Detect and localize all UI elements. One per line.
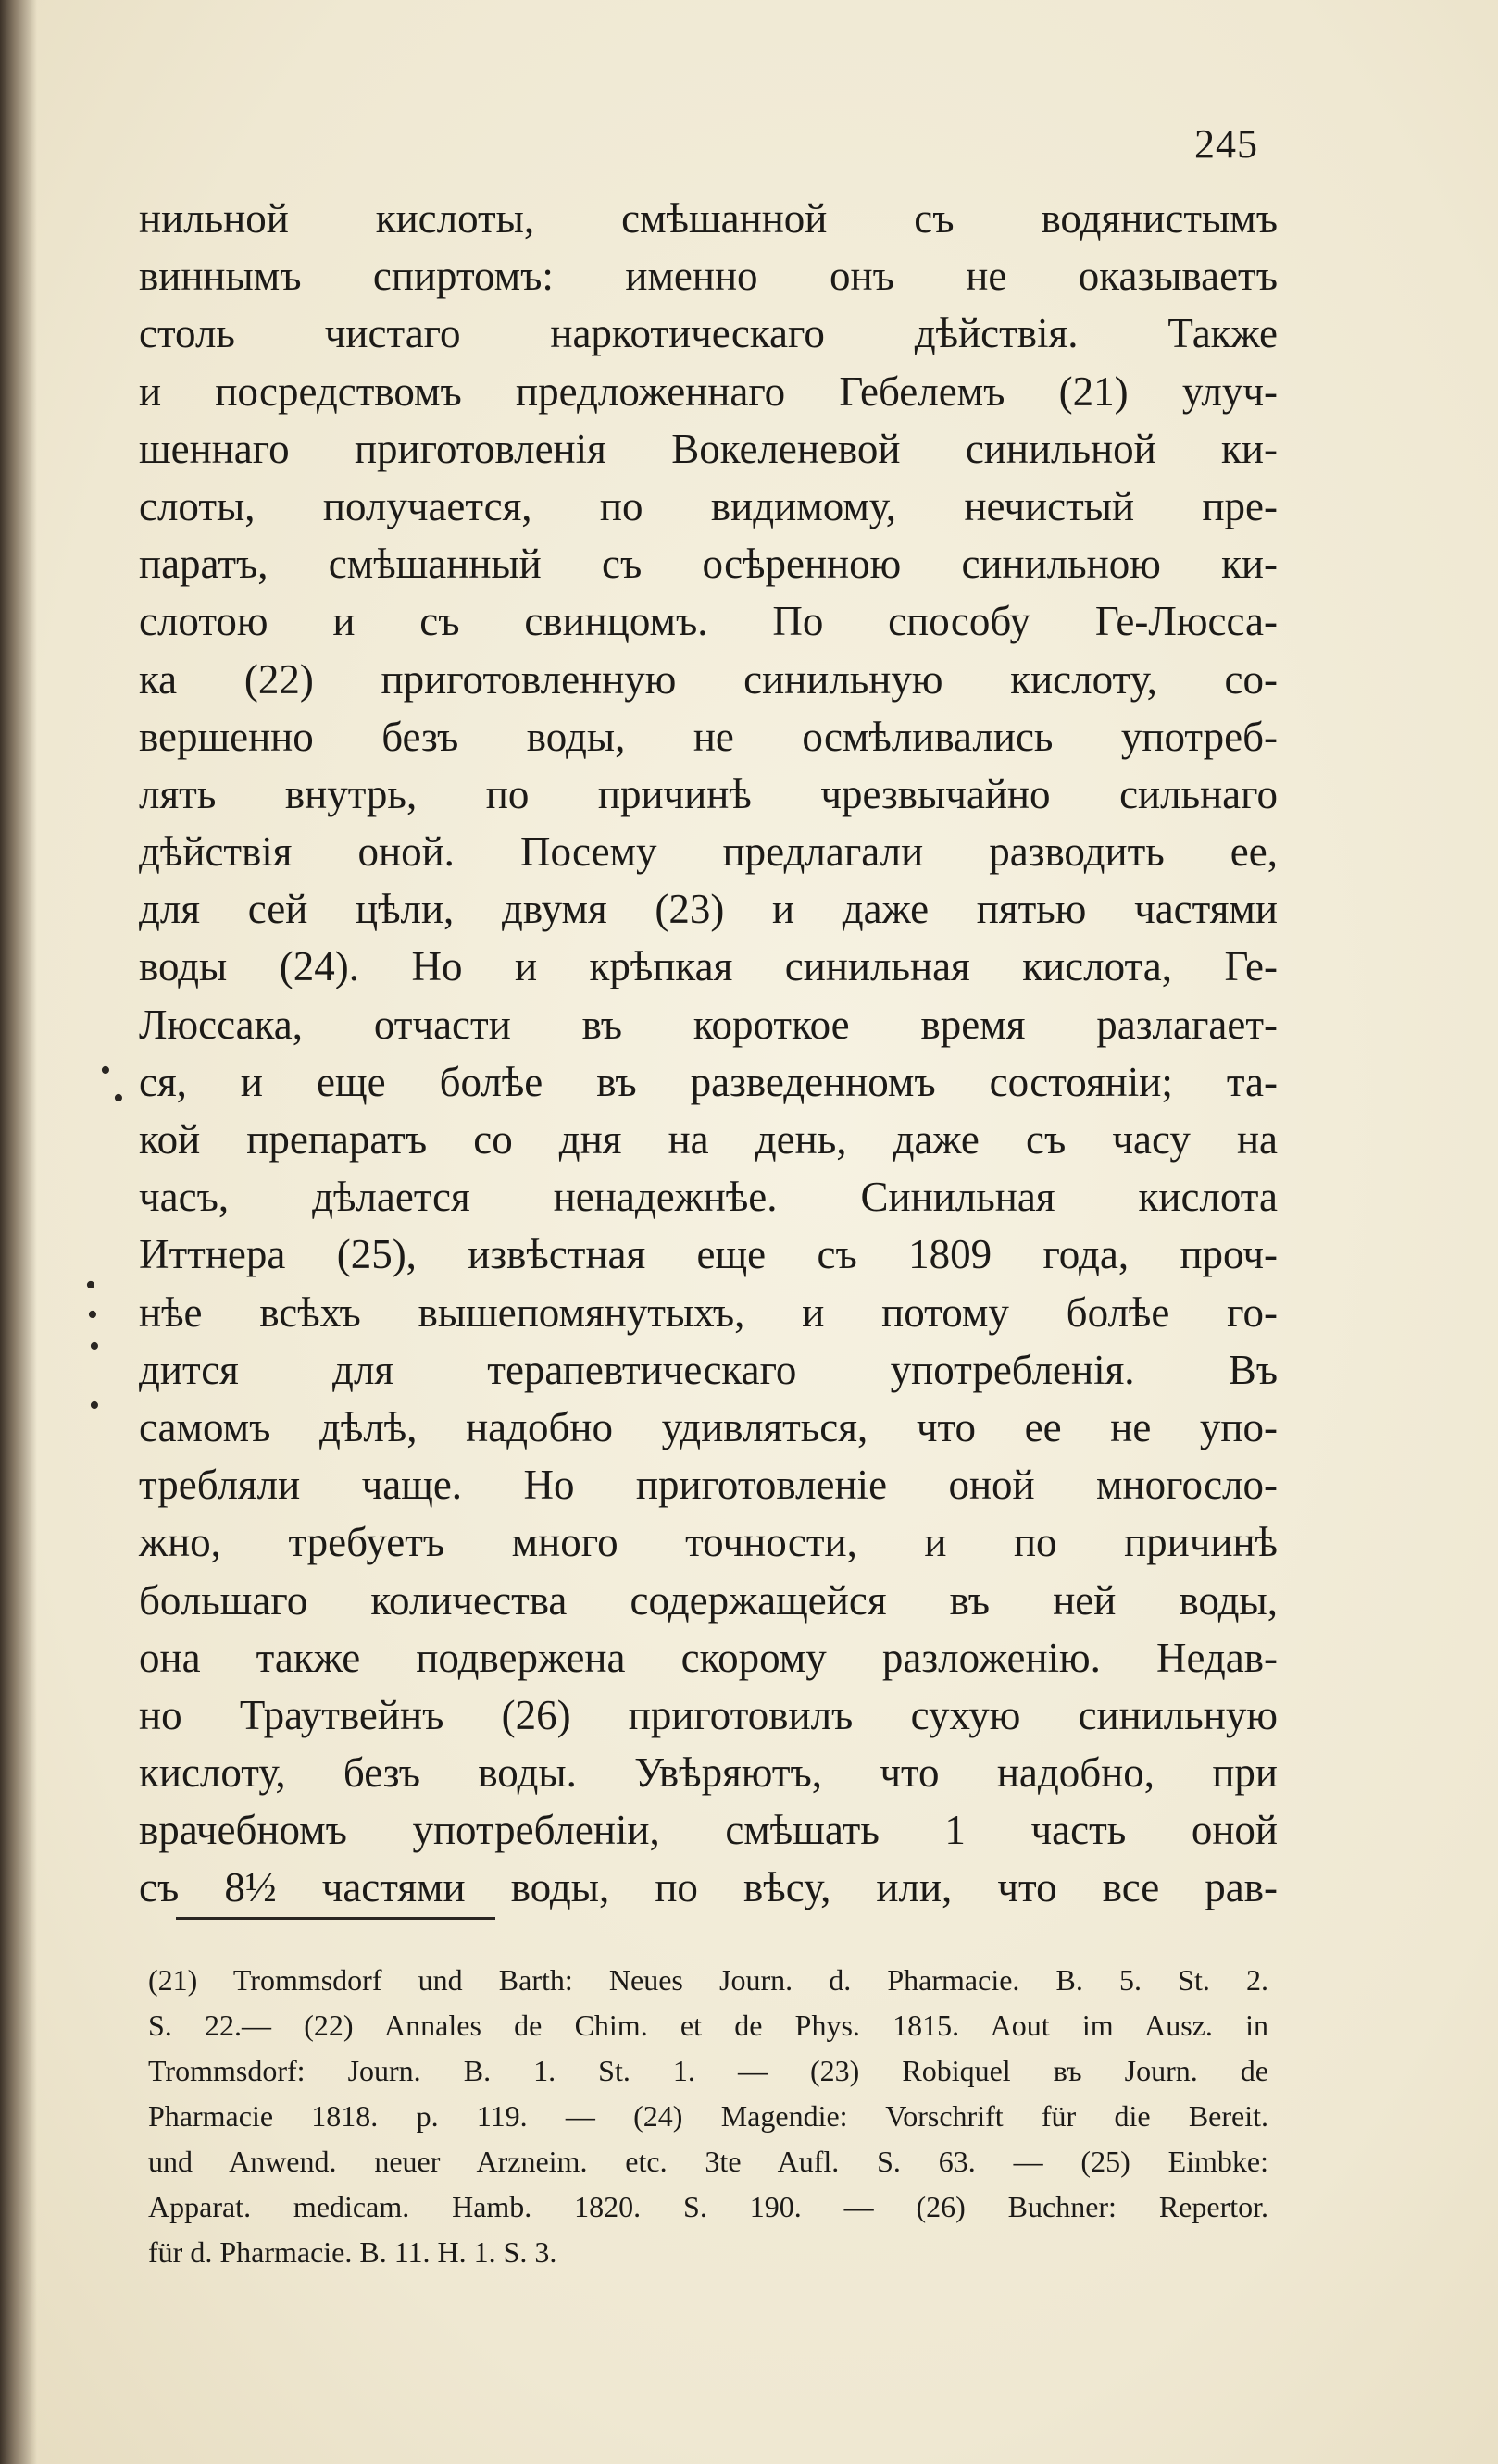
footnote-line: für d. Pharmacie. B. 11. H. 1. S. 3. bbox=[148, 2235, 557, 2269]
text-line: врачебномъ употребленіи, смѣшать 1 часть оной bbox=[139, 1807, 1278, 1854]
footnote-line: S. 22.— (22) Annales de Chim. et de Phys. 1815. Aout im Ausz. in bbox=[148, 2009, 1268, 2042]
text-line: слотою и съ свинцомъ. По способу Ге-Люсса- bbox=[139, 598, 1278, 645]
margin-dot-mark: • bbox=[87, 1298, 98, 1332]
text-line: нѣе всѣхъ вышепомянутыхъ, и потому болѣе го- bbox=[139, 1288, 1278, 1336]
margin-dot-mark: • bbox=[85, 1268, 96, 1302]
text-line: ся, и еще болѣе въ разведенномъ состояніи; та- bbox=[139, 1058, 1278, 1105]
text-line: слоты, получается, по видимому, нечистый пре- bbox=[139, 482, 1278, 529]
page-number: 245 bbox=[1194, 121, 1258, 167]
text-line: шеннаго приготовленія Вокеленевой синильной ки- bbox=[139, 425, 1278, 472]
text-line: и посредствомъ предложеннаго Гебелемъ (21) улуч- bbox=[139, 367, 1278, 415]
text-line: она также подвержена скорому разложенію. Недав- bbox=[139, 1634, 1278, 1681]
footnote-line: Apparat. medicam. Hamb. 1820. S. 190. — (26) Buchner: Repertor. bbox=[148, 2190, 1268, 2223]
text-line: дится для терапевтическаго употребленія. Въ bbox=[139, 1346, 1278, 1393]
text-line: виннымъ спиртомъ: именно онъ не оказываетъ bbox=[139, 253, 1278, 300]
text-line: Иттнера (25), извѣстная еще съ 1809 года, проч- bbox=[139, 1231, 1278, 1278]
margin-dot-mark: • bbox=[113, 1081, 124, 1115]
footnotes bbox=[148, 1958, 1268, 2275]
text-line: лять внутрь, по причинѣ чрезвычайно сильнаго bbox=[139, 770, 1278, 817]
text-line: кислоту, безъ воды. Увѣряютъ, что надобно, при bbox=[139, 1749, 1278, 1797]
margin-dot-mark: • bbox=[89, 1388, 100, 1423]
text-line: ка (22) приготовленную синильную кислоту, со- bbox=[139, 655, 1278, 703]
text-line: но Траутвейнъ (26) приготовилъ сухую синильную bbox=[139, 1691, 1278, 1738]
text-line: требляли чаще. Но приготовленіе оной многосло- bbox=[139, 1462, 1278, 1509]
text-line: съ 8½ частями воды, по вѣсу, или, что все рав- bbox=[139, 1864, 1278, 1911]
text-line: самомъ дѣлѣ, надобно удивляться, что ее не упо- bbox=[139, 1403, 1278, 1450]
margin-dot-mark: • bbox=[100, 1053, 111, 1088]
text-line: нильной кислоты, смѣшанной съ водянистымъ bbox=[139, 195, 1278, 242]
body-text bbox=[139, 190, 1278, 1917]
text-line: кой препаратъ со дня на день, даже съ часу на bbox=[139, 1116, 1278, 1163]
text-line: жно, требуетъ много точности, и по причинѣ bbox=[139, 1519, 1278, 1566]
text-line: для сей цѣли, двумя (23) и даже пятью частями bbox=[139, 886, 1278, 933]
text-line: столь чистаго наркотическаго дѣйствія. Также bbox=[139, 310, 1278, 357]
footnote-separator bbox=[176, 1917, 495, 1920]
binding-shadow bbox=[0, 0, 37, 2464]
text-line: часъ, дѣлается ненадежнѣе. Синильная кислота bbox=[139, 1174, 1278, 1221]
text-line: воды (24). Но и крѣпкая синильная кислота, Ге- bbox=[139, 943, 1278, 990]
text-line: дѣйствія оной. Посему предлагали разводить ее, bbox=[139, 828, 1278, 876]
footnote-line: (21) Trommsdorf und Barth: Neues Journ. d. Pharmacie. B. 5. St. 2. bbox=[148, 1963, 1268, 1997]
footnote-line: Pharmacie 1818. p. 119. — (24) Magendie: Vorschrift für die Bereit. bbox=[148, 2099, 1268, 2133]
text-line: Люссака, отчасти въ короткое время разлагает- bbox=[139, 1001, 1278, 1048]
text-line: большаго количества содержащейся въ ней воды, bbox=[139, 1576, 1278, 1624]
footnote-line: Trommsdorf: Journ. B. 1. St. 1. — (23) Robiquel въ Journ. de bbox=[148, 2054, 1268, 2087]
footnote-line: und Anwend. neuer Arzneim. etc. 3te Aufl. S. 63. — (25) Eimbke: bbox=[148, 2145, 1268, 2178]
margin-dot-mark: • bbox=[89, 1329, 100, 1363]
text-line: паратъ, смѣшанный съ осѣренною синильною ки- bbox=[139, 541, 1278, 588]
text-line: вершенно безъ воды, не осмѣливались употреб- bbox=[139, 713, 1278, 760]
